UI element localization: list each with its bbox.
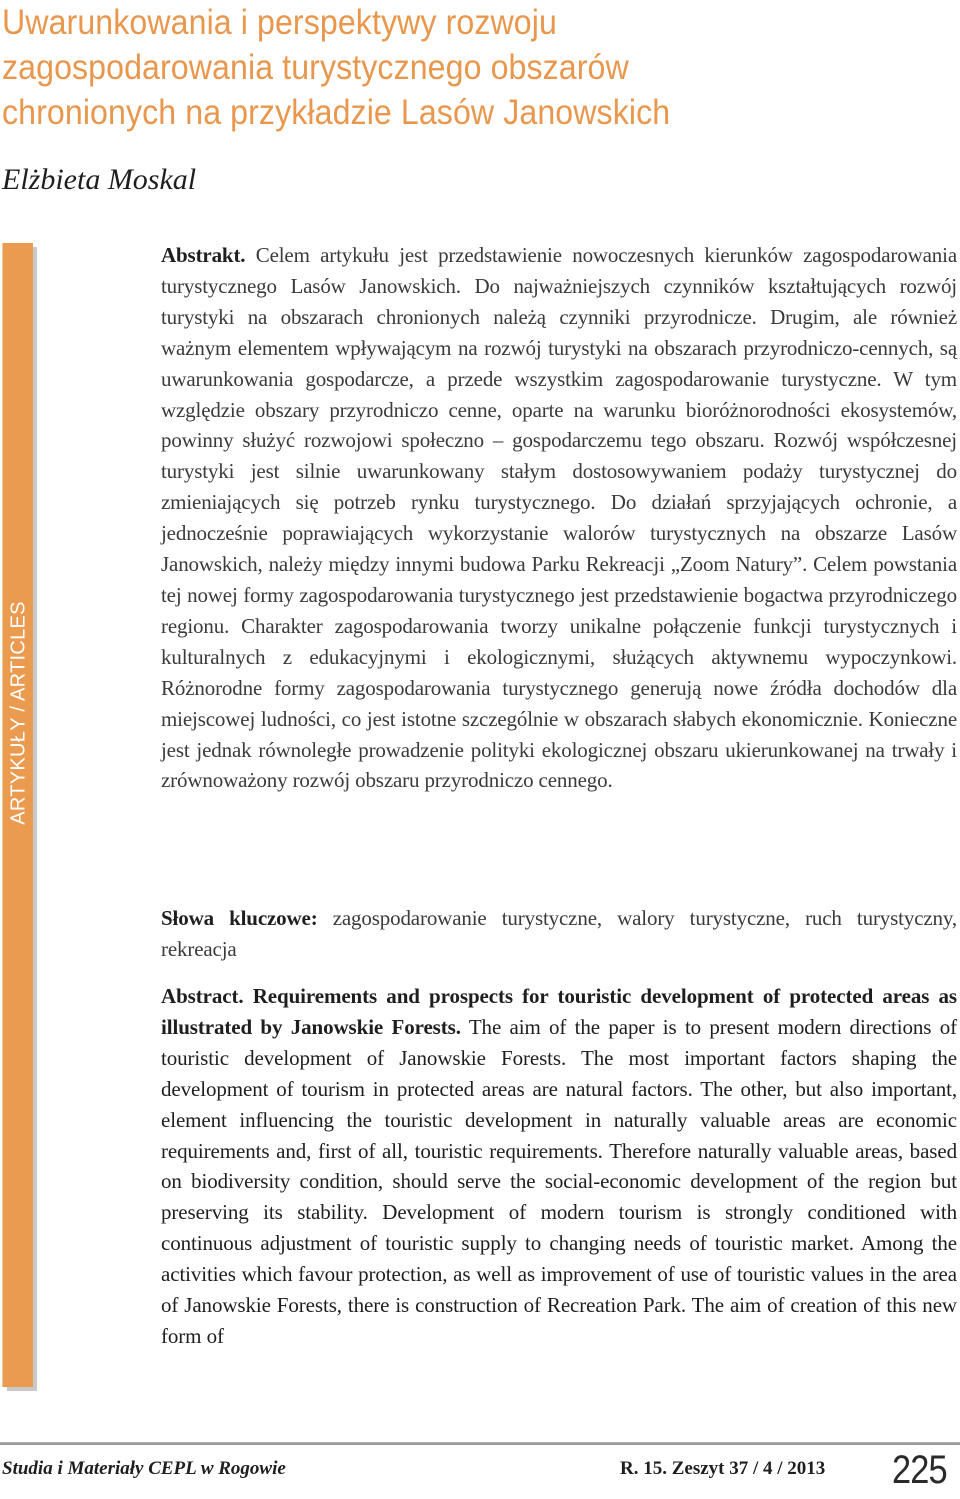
abstract-en-title: Requirements and prospects for touristic development of protected areas as illustrated by Janowskie Forests. [161, 984, 957, 1039]
abstract-pl-label: Abstrakt. [161, 243, 246, 267]
abstract-pl-text: Celem artykułu jest przedstawienie nowoczesnych kierunków zagospodarowania turystycznego Lasów Janowskich. Do najważniejszych czynników kształtujących rozwój turystyki na obszarach chronionych należą czynniki przyrodnicze. Drugim, ale również ważnym elementem wpływającym na rozwój turystyki na obszarach przyrodniczo-cennych, są uwarunkowania gospodarcze, a przede wszystkim zagospodarowanie turystyczne. W tym względzie obszary przyrodniczo cenne, oparte na warunku bioróżnorodności ekosystemów, powinny służyć rozwojowi społeczno – gospodarczemu tego obszaru. Rozwój współczesnej turystyki jest silnie uwarunkowany stałym dostosowywaniem podaży turystycznej do zmieniających się potrzeb rynku turystycznego. Do działań sprzyjających ochronie, a jednocześnie poprawiających wykorzystanie walorów turystycznych na obszarze Lasów Janowskich, należy między innymi budowa Parku Rekreacji „Zoom Natury”. Celem powstania tej nowej formy zagospodarowania turystycznego jest przedstawienie bogactwa przyrodniczego regionu. Charakter zagospodarowania tworzy unikalne połączenie funkcji turystycznych i kulturalnych z edukacyjnymi i ekologicznymi, służących aktywnemu wypoczynkowi. Różnorodne formy zagospodarowania turystycznego generują nowe źródła dochodów dla miejscowej ludności, co jest istotne szczególnie w obszarach słabych ekonomicznie. Konieczne jest jednak równoległe prowadzenie polityki ekologicznej obszaru ukierunkowanej na trwały i zrównoważony rozwój obszaru przyrodniczo cennego. [161, 243, 957, 793]
abstract-en-label: Abstract. [161, 984, 244, 1008]
keywords-pl-label: Słowa kluczowe: [161, 906, 318, 930]
abstract-pl [161, 240, 957, 796]
keywords-pl-text: zagospodarowanie turystyczne, walory turystyczne, ruch turystyczny, rekreacja [161, 906, 957, 961]
abstract-en-text: The aim of the paper is to present modern directions of touristic development of Janowskie Forests. The most important factors shaping the development of tourism in protected areas are natural factors. The other, but also important, element influencing the touristic development in naturally valuable areas are economic requirements and, first of all, touristic requirements. Therefore naturally valuable areas, based on biodiversity condition, should serve the social-economic development of the region but preserving its stability. Development of modern tourism is strongly conditioned with continuous adjustment of touristic supply to changing needs of touristic market. Among the activities which favour protection, as well as improvement of use of touristic values in the area of Janowskie Forests, there is construction of Recreation Park. The aim of creation of this new form of [161, 1014, 957, 1348]
section-sidebar [3, 243, 33, 1387]
title-line-1: Uwarunkowania i perspektywy rozwoju [2, 2, 557, 42]
author-name: Elżbieta Moskal [2, 163, 197, 196]
footer-divider [0, 1442, 960, 1445]
footer-issue: R. 15. Zeszyt 37 / 4 / 2013 [620, 1458, 826, 1479]
page-number: 225 [892, 1448, 947, 1492]
keywords-pl [161, 903, 957, 965]
footer-journal: Studia i Materiały CEPL w Rogowie [2, 1458, 286, 1479]
title-line-2: zagospodarowania turystycznego obszarów [2, 47, 629, 87]
section-label: ARTYKUŁY / ARTICLES [7, 601, 30, 825]
abstract-en [161, 981, 957, 1352]
title-line-3: chronionych na przykładzie Lasów Janowskich [2, 92, 671, 132]
article-title [2, 0, 817, 135]
